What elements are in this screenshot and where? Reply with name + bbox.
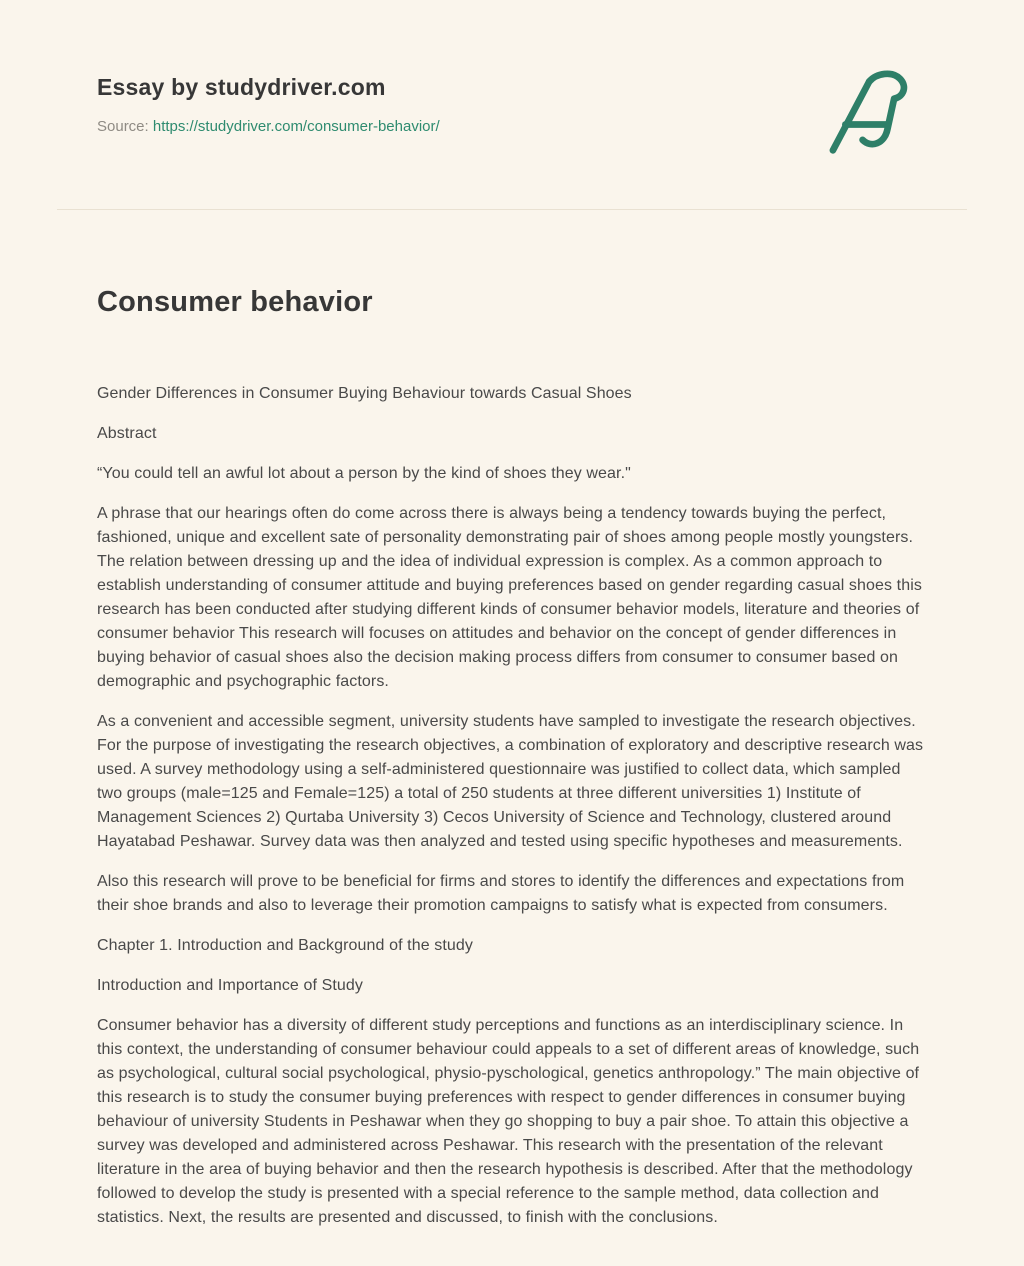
logo-j-stroke — [863, 74, 904, 144]
quote-paragraph: “You could tell an awful lot about a person by the kind of shoes they wear." — [97, 465, 631, 482]
studydriver-logo — [825, 70, 925, 163]
article — [57, 284, 967, 1230]
source-label: Source: — [97, 118, 149, 135]
source-link[interactable]: https://studydriver.com/consumer-behavior/ — [152, 118, 440, 135]
source-line — [97, 118, 440, 136]
header-divider — [57, 209, 967, 210]
introduction-heading: Introduction and Importance of Study — [97, 977, 363, 994]
abstract-paragraph-3: Also this research will prove to be beneficial for firms and stores to identify the differences and expectations from their shoe brands and also to leverage their promotion campaigns to satisfy what is expected from consumers. — [97, 873, 905, 914]
chapter-heading: Chapter 1. Introduction and Background of the study — [97, 937, 474, 954]
article-subtitle: Gender Differences in Consumer Buying Behaviour towards Casual Shoes — [97, 385, 632, 402]
header-text-block — [97, 72, 440, 136]
essay-byline-title: Essay by studydriver.com — [97, 74, 386, 100]
introduction-paragraph: Consumer behavior has a diversity of different study perceptions and functions as an interdisciplinary science. In this context, the understanding of consumer behaviour could appeals to a set of different areas of knowledge, such as psychological, cultural social psychological, physio-pyschological, genetics anthropology.” The main objective of this research is to study the consumer buying preferences with respect to gender differences in consumer buying behaviour of university Students in Peshawar when they go shopping to buy a pair shoe. To attain this objective a survey was developed and administered across Peshawar. This research with the presentation of the relevant literature in the area of buying behavior and then the research hypothesis is described. After that the methodology followed to develop the study is presented with a special reference to the sample method, data collection and statistics. Next, the results are presented and discussed, to finish with the conclusions. — [97, 1017, 920, 1226]
abstract-paragraph-2: As a convenient and accessible segment, university students have sampled to investigate the research objectives. For the purpose of investigating the research objectives, a combination of exploratory and descriptive research was used. A survey methodology using a self-administered questionnaire was justified to collect data, which sampled two groups (male=125 and Female=125) a total of 250 students at three different universities 1) Institute of Management Sciences 2) Qurtaba University 3) Cecos University of Science and Technology, clustered around Hayatabad Peshawar. Survey data was then analyzed and tested using specific hypotheses and measurements. — [97, 713, 924, 850]
article-title: Consumer behavior — [97, 286, 373, 318]
page-header — [57, 0, 967, 163]
abstract-heading: Abstract — [97, 425, 157, 442]
page — [57, 0, 967, 1230]
abstract-paragraph-1: A phrase that our hearings often do come across there is always being a tendency towards buying the perfect, fashioned, unique and excellent sate of personality demonstrating pair of shoes among people mostly youngsters. The relation between dressing up and the idea of individual expression is complex. As a common approach to establish understanding of consumer attitude and buying preferences based on gender regarding casual shoes this research has been conducted after studying different kinds of consumer behavior models, literature and theories of consumer behavior This research will focuses on attitudes and behavior on the concept of gender differences in buying behavior of casual shoes also the decision making process differs from consumer to consumer based on demographic and psychographic factors. — [97, 505, 922, 690]
